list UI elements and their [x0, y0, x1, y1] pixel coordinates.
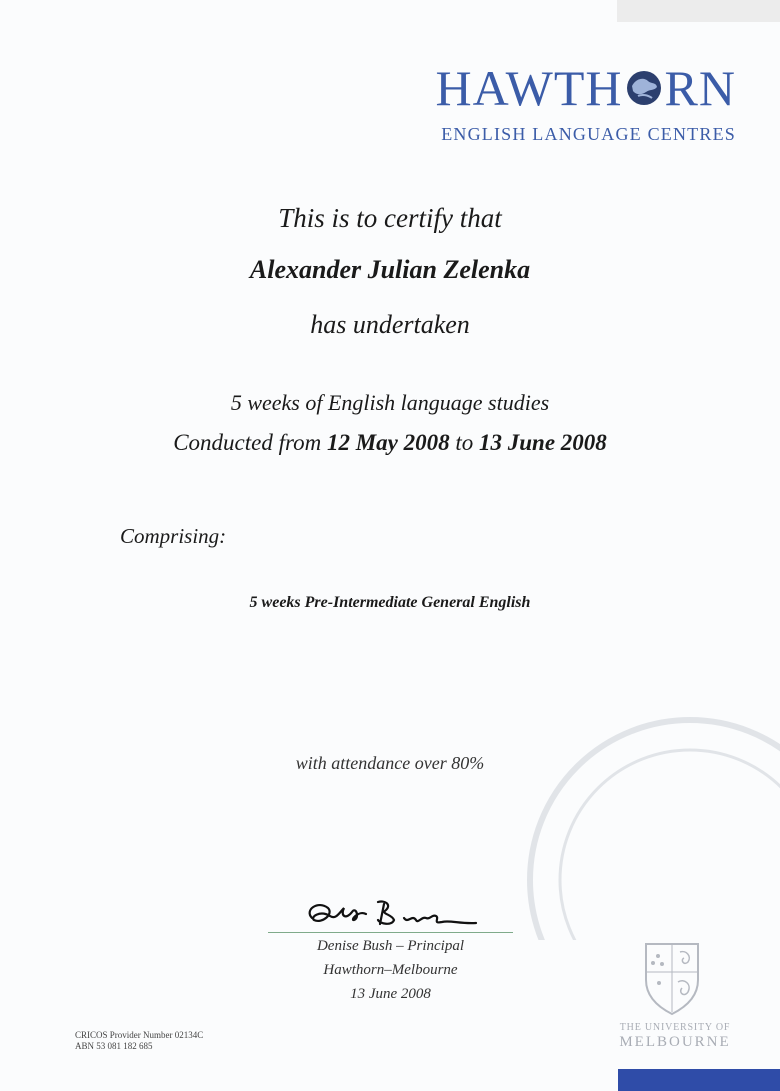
logo-subtitle: ENGLISH LANGUAGE CENTRES	[441, 124, 736, 144]
signatory-location: Hawthorn–Melbourne	[323, 962, 458, 978]
university-line2: MELBOURNE	[619, 1034, 731, 1050]
globe-o-icon	[624, 68, 664, 108]
recipient-name: Alexander Julian Zelenka	[249, 255, 531, 284]
university-name	[612, 1022, 738, 1051]
cricos-number: CRICOS Provider Number 02134C	[75, 1030, 204, 1040]
signature-line	[268, 932, 513, 933]
logo-word-before: HAWTH	[435, 60, 623, 116]
signature-image	[300, 890, 500, 935]
undertaken-line: has undertaken	[310, 310, 470, 339]
certify-line: This is to certify that	[278, 203, 502, 233]
start-date: 12 May 2008	[326, 430, 450, 455]
signatory-date: 13 June 2008	[350, 986, 431, 1002]
comprising-label: Comprising:	[120, 524, 227, 548]
logo-wordmark	[435, 60, 736, 116]
hawthorn-logo	[416, 60, 736, 145]
logo-word-after: RN	[664, 60, 736, 116]
dates-connector: to	[455, 430, 474, 455]
attendance-line: with attendance over 80%	[295, 753, 485, 773]
scan-corner-top	[617, 0, 780, 22]
scan-corner-bottom	[618, 1069, 780, 1091]
footer-registration	[75, 1030, 203, 1052]
abn-number: ABN 53 081 182 685	[75, 1041, 153, 1051]
course-name: 5 weeks Pre-Intermediate General English	[249, 594, 531, 611]
signatory-name-title: Denise Bush – Principal	[316, 938, 465, 954]
dates-line	[0, 430, 780, 456]
dates-prefix: Conducted from	[173, 430, 322, 455]
end-date: 13 June 2008	[479, 430, 607, 455]
watermark-seal	[470, 700, 780, 940]
university-crest-icon	[640, 938, 704, 1016]
university-line1: THE UNIVERSITY OF	[619, 1022, 731, 1033]
duration-line: 5 weeks of English language studies	[230, 390, 550, 415]
